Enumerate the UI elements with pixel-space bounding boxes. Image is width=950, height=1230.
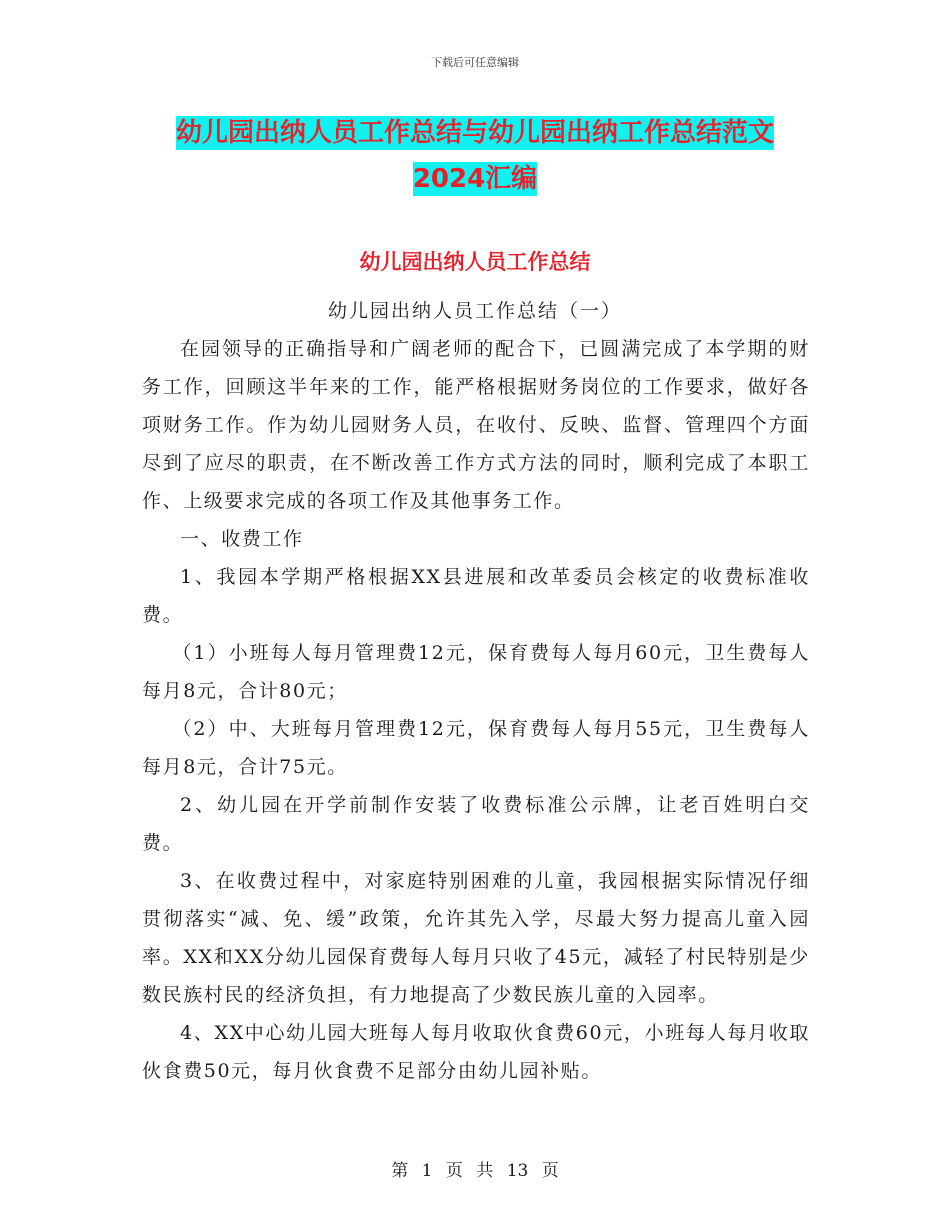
paragraph-item-1-sub-2: （2）中、大班每月管理费12元，保育费每人每月55元，卫生费每人每月8元，合计75元。 xyxy=(142,718,810,778)
page-footer: 第 1 页 共 13 页 xyxy=(391,1161,559,1181)
paragraph-item-1: 1、我园本学期严格根据XX县进展和改革委员会核定的收费标准收费。 xyxy=(142,566,810,626)
document-title-line-1: 幼儿园出纳人员工作总结与幼儿园出纳工作总结范文 xyxy=(175,118,774,148)
header-note: 下载后可任意编辑 xyxy=(431,56,519,69)
paragraph-item-1-sub-1: （1）小班每人每月管理费12元，保育费每人每月60元，卫生费每人每月8元，合计80元； xyxy=(142,642,810,702)
sub-title: 幼儿园出纳人员工作总结（一） xyxy=(327,300,622,322)
document-title xyxy=(140,110,810,202)
heading-fee-work: 一、收费工作 xyxy=(180,528,304,550)
document-title-line-2: 2024汇编 xyxy=(412,164,538,194)
paragraph-item-4: 4、XX中心幼儿园大班每人每月收取伙食费60元，小班每人每月收取伙食费50元，每月伙食费不足部分由幼儿园补贴。 xyxy=(142,1022,810,1082)
body-text xyxy=(142,330,810,1090)
paragraph-item-2: 2、幼儿园在开学前制作安装了收费标准公示牌，让老百姓明白交费。 xyxy=(142,794,810,854)
paragraph-item-3: 3、在收费过程中，对家庭特别困难的儿童，我园根据实际情况仔细贯彻落实“减、免、缓”政策，允许其先入学，尽最大努力提高儿童入园率。XX和XX分幼儿园保育费每人每月只收了45元，减轻了村民特别是少数民族村民的经济负担，有力地提高了少数民族儿童的入园率。 xyxy=(142,870,810,1006)
paragraph-intro: 在园领导的正确指导和广阔老师的配合下，已圆满完成了本学期的财务工作，回顾这半年来的工作，能严格根据财务岗位的工作要求，做好各项财务工作。作为幼儿园财务人员，在收付、反映、监督、管理四个方面尽到了应尽的职责，在不断改善工作方式方法的同时，顺利完成了本职工作、上级要求完成的各项工作及其他事务工作。 xyxy=(142,338,810,512)
section-title: 幼儿园出纳人员工作总结 xyxy=(359,250,591,274)
